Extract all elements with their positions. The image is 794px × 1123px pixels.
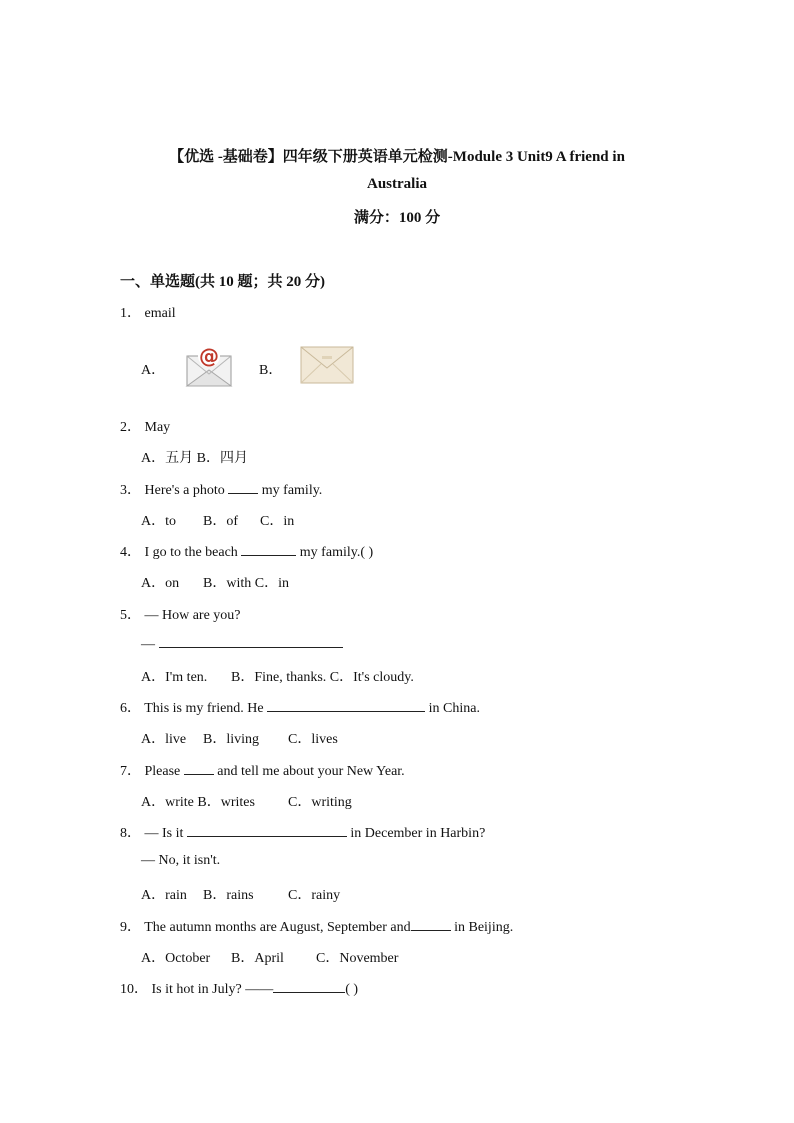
question-number: 3． — [120, 483, 141, 498]
option-a: A．live — [141, 732, 187, 747]
answer-blank[interactable] — [159, 635, 343, 648]
question-number: 10． — [120, 982, 148, 997]
question-number: 9． — [120, 920, 141, 935]
answer-blank[interactable] — [228, 481, 258, 494]
answer-blank[interactable] — [267, 699, 425, 712]
option-b: B．of — [203, 514, 238, 529]
question-text-before: The autumn months are August, September and — [144, 920, 411, 935]
paper-envelope-icon — [300, 346, 354, 384]
option-c: C．rainy — [288, 888, 341, 903]
question-5-reply — [141, 635, 343, 653]
question-number: 4． — [120, 545, 141, 560]
question-8 — [120, 822, 485, 842]
question-number: 8． — [120, 826, 141, 841]
option-c: C．November — [316, 951, 399, 966]
question-number: 5． — [120, 608, 141, 623]
question-text-before: — Is it — [144, 826, 184, 841]
question-10 — [120, 978, 358, 998]
option-a: A．to — [141, 514, 176, 529]
option-a: A．I'm ten. — [141, 670, 208, 685]
question-text-after: my family. — [261, 483, 323, 498]
question-7 — [120, 760, 405, 780]
option-a: A．rain — [141, 888, 187, 903]
answer-blank[interactable] — [411, 918, 451, 931]
option-a-label: A． — [141, 363, 166, 378]
question-8-reply: — No, it isn't. — [141, 853, 221, 868]
question-number: 6． — [120, 701, 141, 716]
question-2-options: A．五月 B．四月 — [141, 451, 248, 466]
option-c: C．writing — [288, 795, 352, 810]
answer-blank[interactable] — [273, 980, 345, 993]
option-a-b: A．write B．writes — [141, 795, 255, 810]
option-b: B．rains — [203, 888, 254, 903]
question-number: 2． — [120, 420, 141, 435]
question-9 — [120, 916, 513, 936]
answer-blank[interactable] — [187, 824, 347, 837]
option-b: B．April — [231, 951, 284, 966]
question-number: 1． — [120, 306, 141, 321]
option-b-label: B． — [259, 363, 283, 378]
question-1 — [120, 302, 176, 322]
option-b: B．living — [203, 732, 260, 747]
question-3 — [120, 479, 322, 499]
answer-blank[interactable] — [184, 762, 214, 775]
option-b-c: B．Fine, thanks. C．It's cloudy. — [231, 670, 414, 685]
question-text-before: This is my friend. He — [144, 701, 264, 716]
question-text-after: in December in Harbin? — [350, 826, 486, 841]
question-text-after: in Beijing. — [454, 920, 514, 935]
document-title-line1: 【优选 -基础卷】四年级下册英语单元检测-Module 3 Unit9 A friend in — [169, 149, 625, 165]
option-c: C．lives — [288, 732, 338, 747]
question-number: 7． — [120, 764, 141, 779]
document-title-line2: Australia — [367, 176, 427, 192]
question-text-after: in China. — [428, 701, 480, 716]
question-4 — [120, 541, 373, 561]
option-b-c: B．with C．in — [203, 576, 289, 591]
question-text-before: Here's a photo — [144, 483, 225, 498]
question-text: email — [144, 306, 176, 321]
option-a: A．October — [141, 951, 211, 966]
question-text-after: ( ) — [345, 982, 359, 997]
question-5 — [120, 604, 241, 624]
question-text: — How are you? — [144, 608, 241, 623]
reply-dash: — — [141, 637, 155, 652]
question-text: May — [144, 420, 171, 435]
svg-text:@: @ — [199, 344, 219, 368]
question-text-after: my family.( ) — [299, 545, 374, 560]
email-at-envelope-icon — [185, 342, 233, 388]
full-score-label: 满分：100 分 — [353, 210, 441, 226]
answer-blank[interactable] — [241, 543, 296, 556]
option-c: C．in — [260, 514, 295, 529]
question-text-before: Please — [144, 764, 181, 779]
option-a: A．on — [141, 576, 180, 591]
question-6 — [120, 697, 480, 717]
section-heading-multiple-choice: 一、单选题(共 10 题；共 20 分) — [120, 274, 325, 290]
question-text-before: I go to the beach — [144, 545, 238, 560]
question-text-after: and tell me about your New Year. — [217, 764, 405, 779]
question-2 — [120, 416, 170, 436]
question-text-before: Is it hot in July? —— — [151, 982, 274, 997]
